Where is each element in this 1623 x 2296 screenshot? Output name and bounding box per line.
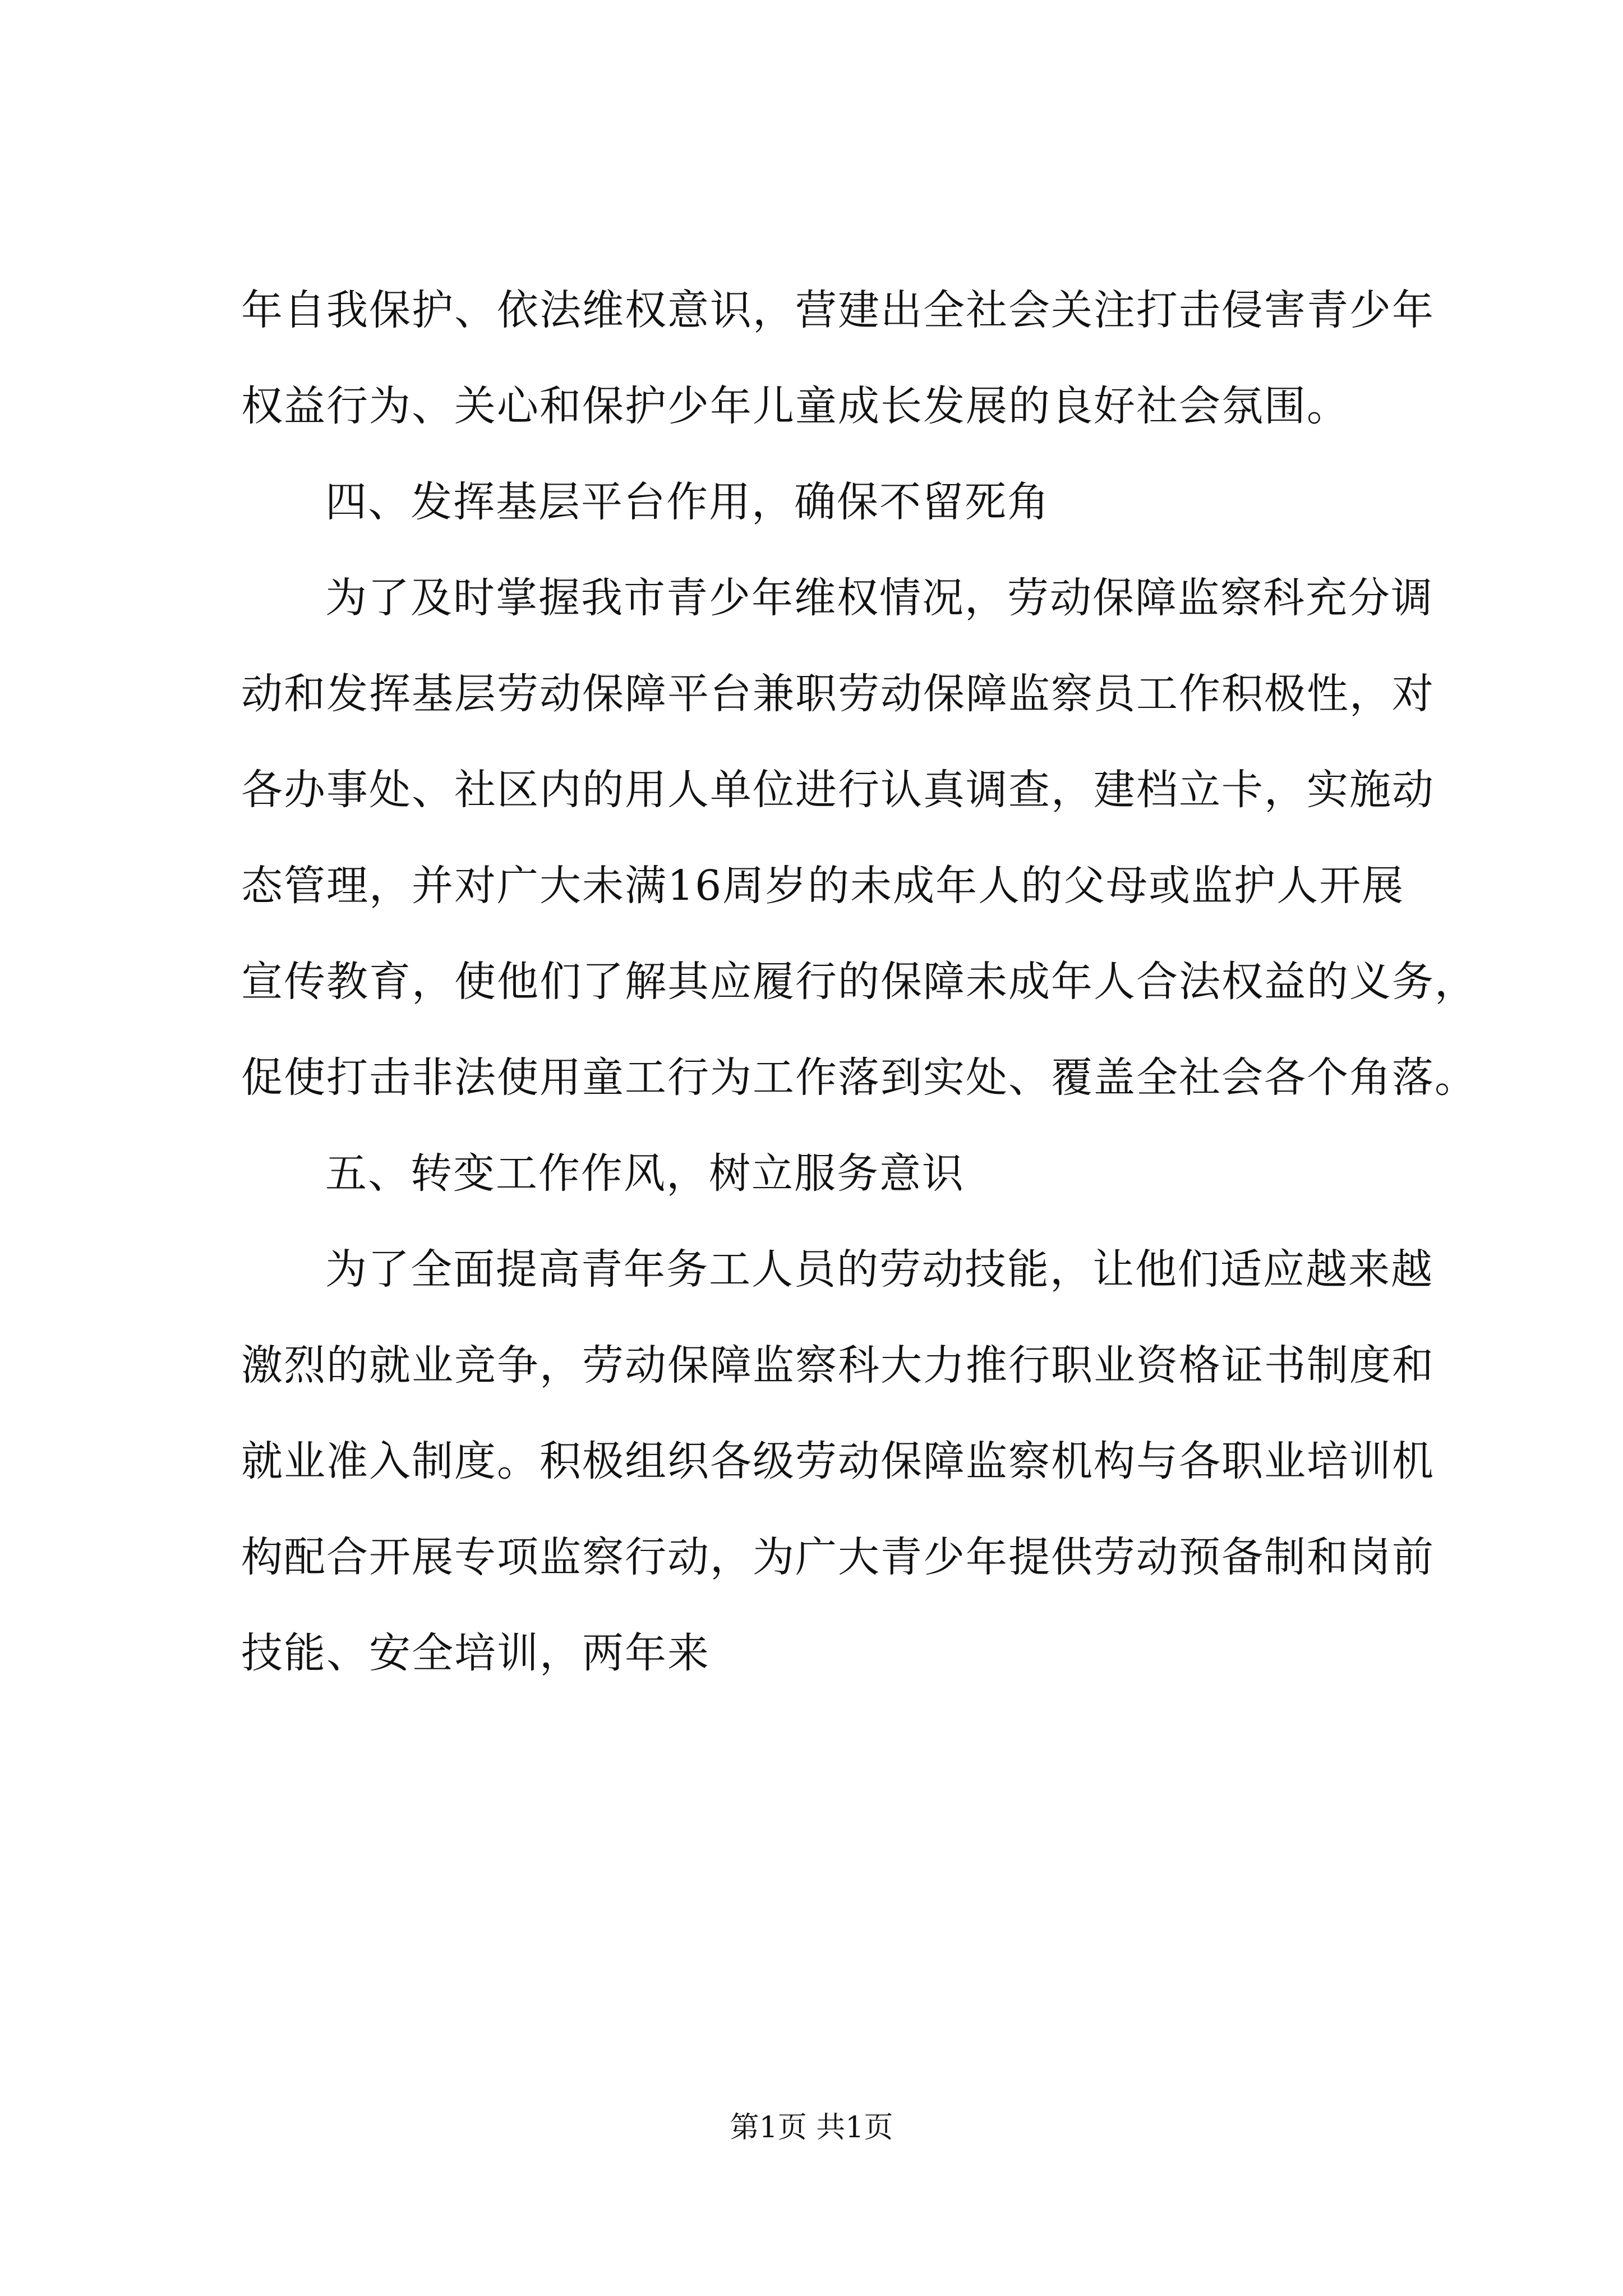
section-heading-5: 五、转变工作作风，树立服务意识 [325,1149,965,1198]
text-line-11: 为了全面提高青年务工人员的劳动技能，让他们适应越来越 [325,1245,1433,1294]
text-line-7: 态管理，并对广大未满16周岁的未成年人的父母或监护人开展 [241,862,1405,910]
text-line-5: 动和发挥基层劳动保障平台兼职劳动保障监察员工作积极性，对 [241,670,1435,718]
text-line-8: 宣传教育，使他们了解其应履行的保障未成年人合法权益的义务， [241,958,1477,1006]
text-line-13: 就业准入制度。积极组织各级劳动保障监察机构与各职业培训机 [241,1437,1435,1485]
text-line-1: 年自我保护、依法维权意识，营建出全社会关注打击侵害青少年 [241,286,1435,334]
page-footer: 第1页 共1页 [730,2111,893,2145]
text-line-6: 各办事处、社区内的用人单位进行认真调查，建档立卡，实施动 [241,766,1435,814]
text-line-2: 权益行为、关心和保护少年儿童成长发展的良好社会氛围。 [241,382,1349,430]
body-text [241,263,1477,1701]
text-line-14: 构配合开展专项监察行动，为广大青少年提供劳动预备制和岗前 [241,1533,1435,1581]
text-line-15: 技能、安全培训，两年来 [241,1629,710,1677]
section-heading-4: 四、发挥基层平台作用，确保不留死角 [325,478,1050,526]
text-line-12: 激烈的就业竞争，劳动保障监察科大力推行职业资格证书制度和 [241,1341,1435,1389]
text-line-4: 为了及时掌握我市青少年维权情况，劳动保障监察科充分调 [325,574,1433,622]
text-line-9: 促使打击非法使用童工行为工作落到实处、覆盖全社会各个角落。 [241,1053,1477,1102]
